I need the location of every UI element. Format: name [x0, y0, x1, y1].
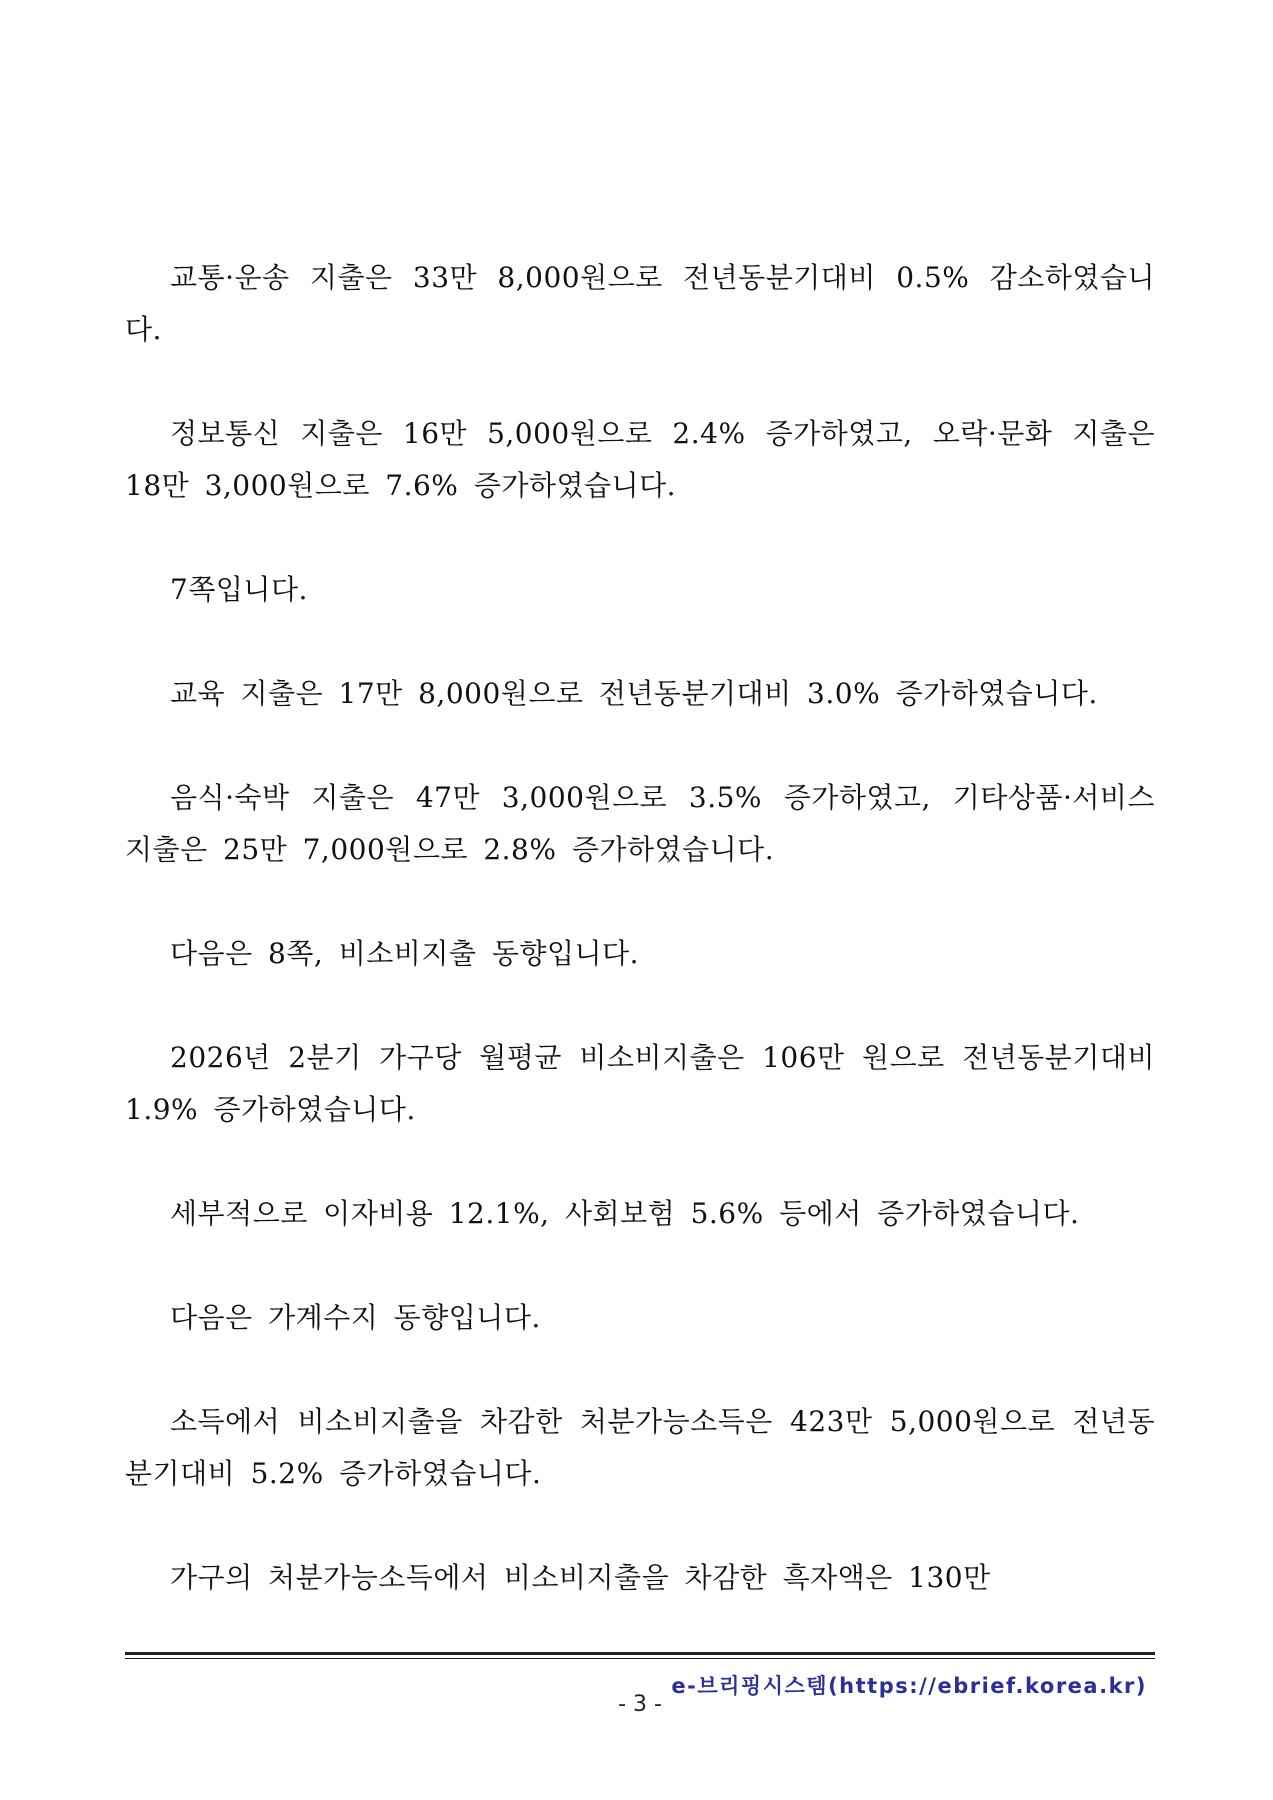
- paragraph-education-spending: 교육 지출은 17만 8,000원으로 전년동분기대비 3.0% 증가하였습니다.: [170, 677, 1098, 710]
- page-number: - 3 -: [618, 1692, 662, 1717]
- paragraph-disposable-income: 소득에서 비소비지출을 차감한 처분가능소득은 423만 5,000원으로 전년동분기대비 5.2% 증가하였습니다.: [125, 1405, 1155, 1490]
- footer-divider-thin: [125, 1658, 1155, 1659]
- paragraph-page-8-intro: 다음은 8쪽, 비소비지출 동향입니다.: [170, 937, 639, 970]
- paragraph-page-7: 7쪽입니다.: [170, 573, 308, 606]
- document-body: [125, 252, 1155, 1656]
- paragraph-transport-spending: 교통·운송 지출은 33만 8,000원으로 전년동분기대비 0.5% 감소하였습니다.: [125, 261, 1155, 346]
- page-footer: [125, 1652, 1155, 1717]
- paragraph-food-lodging-spending: 음식·숙박 지출은 47만 3,000원으로 3.5% 증가하였고, 기타상품·서비스 지출은 25만 7,000원으로 2.8% 증가하였습니다.: [125, 781, 1155, 866]
- paragraph-nonconsumption-details: 세부적으로 이자비용 12.1%, 사회보험 5.6% 등에서 증가하였습니다.: [170, 1197, 1080, 1230]
- ebriefing-brand-link[interactable]: e-브리핑시스템(https://ebrief.korea.kr): [671, 1674, 1147, 1698]
- paragraph-household-balance-intro: 다음은 가계수지 동향입니다.: [170, 1301, 541, 1334]
- paragraph-surplus: 가구의 처분가능소득에서 비소비지출을 차감한 흑자액은 130만: [170, 1561, 991, 1594]
- paragraph-ict-culture-spending: 정보통신 지출은 16만 5,000원으로 2.4% 증가하였고, 오락·문화 지출은 18만 3,000원으로 7.6% 증가하였습니다.: [125, 417, 1155, 502]
- footer-divider-thick: [125, 1652, 1155, 1655]
- paragraph-nonconsumption-spending: 2026년 2분기 가구당 월평균 비소비지출은 106만 원으로 전년동분기대비 1.9% 증가하였습니다.: [125, 1041, 1155, 1126]
